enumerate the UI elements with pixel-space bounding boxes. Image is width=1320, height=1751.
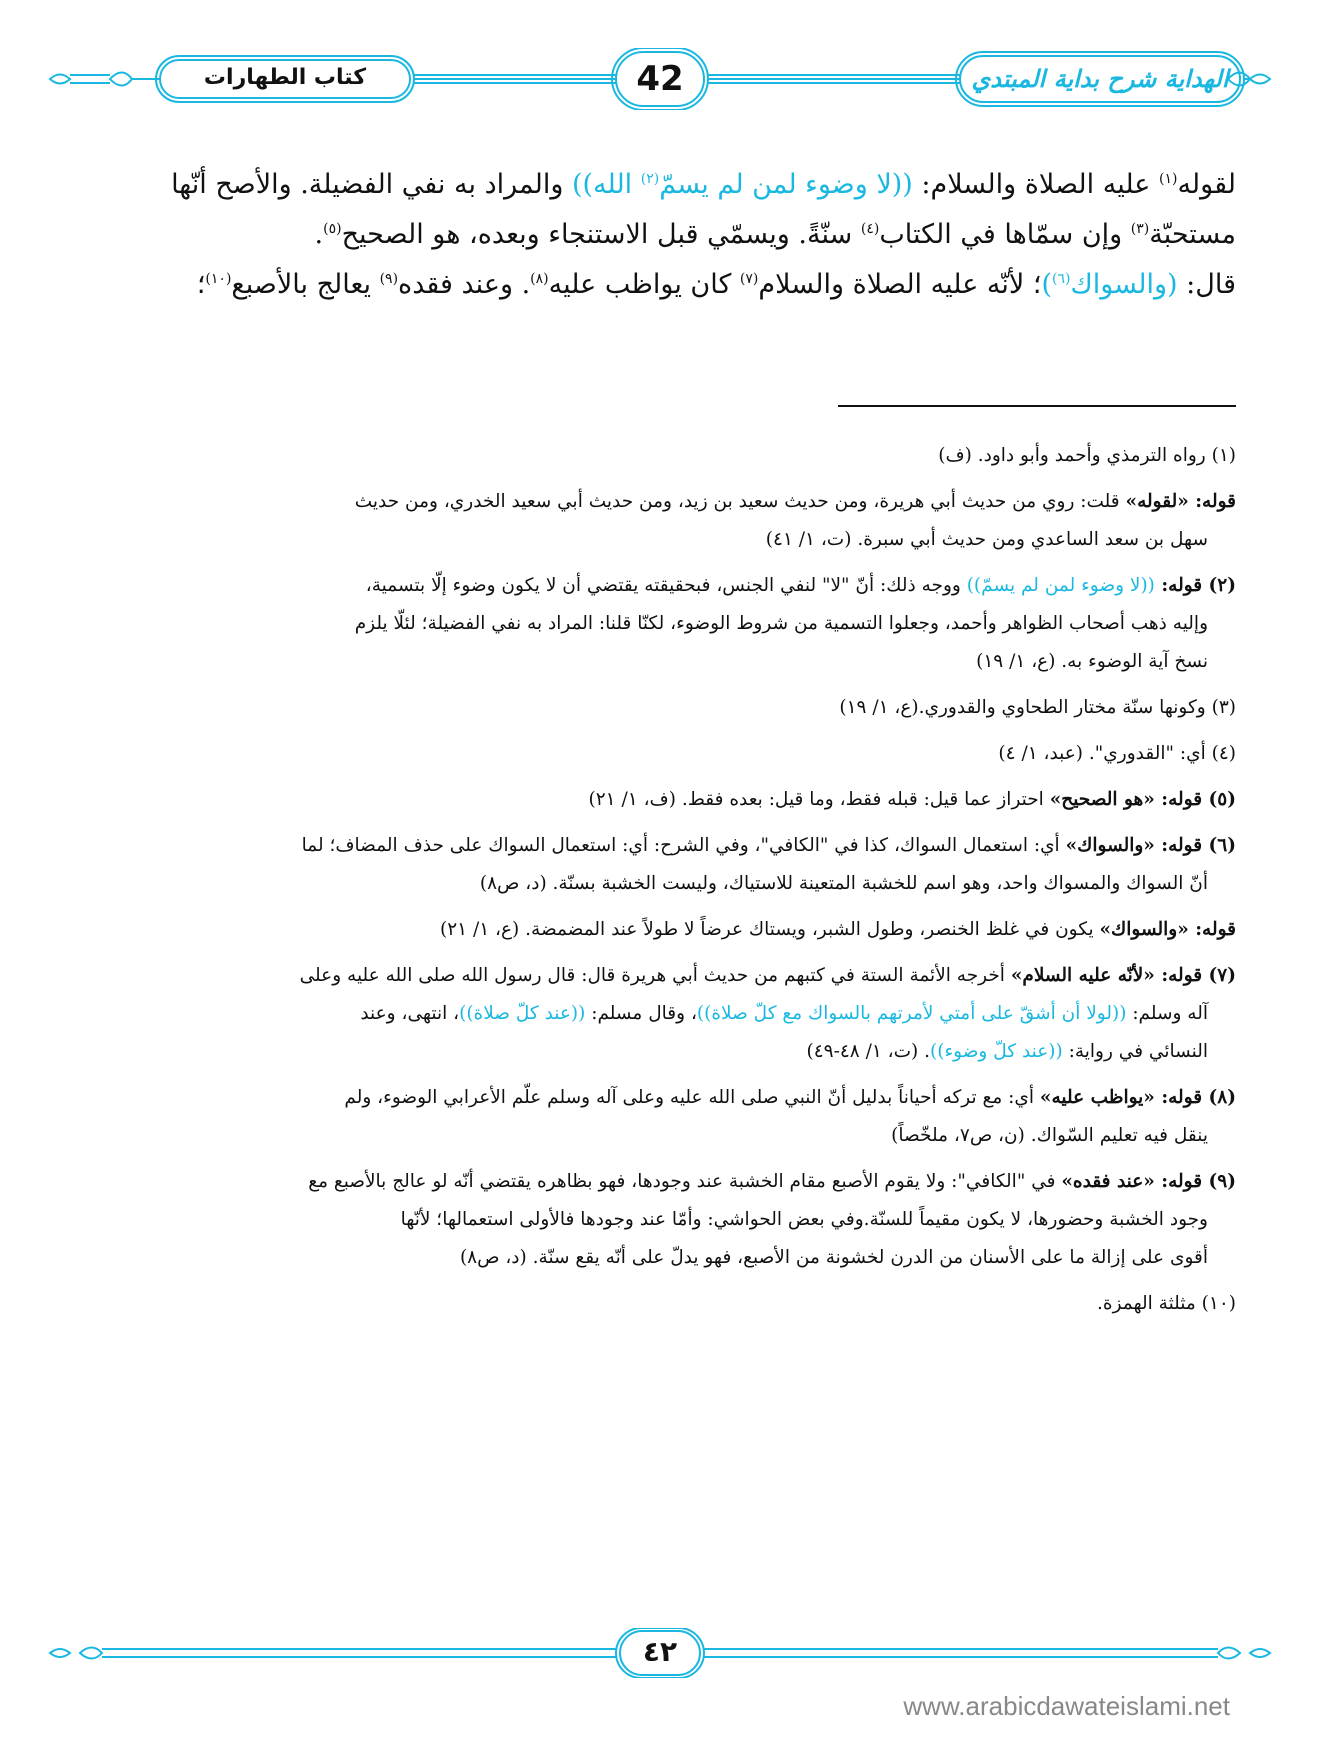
section-title: كتاب الطهارات [203,65,367,90]
text: عليه الصلاة والسلام: [912,169,1159,200]
text: (١) رواه الترمذي وأحمد وأبو داود. (ف) [938,445,1236,466]
footnotes [86,437,1236,1331]
text: أقوى على إزالة ما على الأسنان من الدرن لخشونة من الأصبع، فهو يدلّ على أنّه يقع سنّة. (د، ص٨) [459,1247,1208,1268]
header-page-number: 42 [636,59,684,99]
book-title: الهداية شرح بداية المبتدي [971,65,1229,93]
footer-page-number: ٤٢ [642,1635,678,1668]
footnote-4 [86,735,1236,773]
note-label: (٥) قوله: «هو الصحيح» [1049,789,1236,810]
footnote-7 [86,957,1236,1071]
hadith-quote: ((لولا أن أشقّ على أمتي لأمرتهم بالسواك مع كلّ صلاة)) [696,1003,1127,1024]
footnote-6b [86,911,1236,949]
text: . (ت، ١/ ٤٨-٤٩) [806,1041,931,1062]
text: أنّ السواك والمسواك واحد، وهو اسم للخشبة المتعينة للاستياك، وليست الخشبة بسنّة. (د، ص٨) [479,873,1208,894]
text: وإليه ذهب أصحاب الظواهر وأحمد، وجعلوا التسمية من شروط الوضوء، لكنّا قلنا: المراد به نفي الفضيلة؛ لئلّا يلزم [354,613,1208,634]
text: (٣) وكونها سنّة مختار الطحاوي والقدوري.(ع، ١/ ١٩) [839,697,1236,718]
text: ، وقال مسلم: [585,1003,697,1024]
note-label: قوله: «لقوله» [1125,491,1236,512]
text: ينقل فيه تعليم السّواك. (ن، ص٧، ملخّصاً) [891,1125,1208,1146]
text: (١٠) مثلثة الهمزة. [1097,1293,1236,1314]
note-label: (٦) قوله: «والسواك» [1065,835,1236,856]
text: كان يواظب عليه [548,269,740,300]
footnote-ref: (٤) [860,221,880,237]
footnote-ref: (١) [1158,171,1178,187]
text: ، انتهى، وعند [360,1003,460,1024]
footnote-9 [86,1163,1236,1277]
text: احتراز عما قيل: قبله فقط، وما قيل: بعده فقط. (ف، ١/ ٢١) [588,789,1050,810]
text: يعالج بالأصبع [231,269,380,300]
hadith-quote: الله)) [571,169,641,200]
main-line-1 [86,160,1236,210]
text: وجود الخشبة وحضورها، لا يكون مقيماً للسنّة.وفي بعض الحواشي: وأمّا عند وجودها فالأولى استعمالها؛ لأنّها [400,1209,1208,1230]
main-line-3 [86,260,1236,310]
main-text [86,160,1236,310]
footnote-ref: (١٠) [205,271,232,287]
text: . وعند فقده [398,269,531,300]
text: ووجه ذلك: أنّ "لا" لنفي الجنس، فبحقيقته يقتضي أن لا يكون وضوء إلّا بتسمية، [365,575,967,596]
text: (٤) أي: "القدوري". (عبد، ١/ ٤) [998,743,1236,764]
text: . [314,219,324,250]
text: قال: [1177,269,1236,300]
text: أخرجه الأئمة الستة في كتبهم من حديث أبي هريرة قال: قال رسول الله صلى الله عليه وعلى [299,965,1011,986]
hadith-quote: ((لا وضوء لمن لم يسمّ)) [966,575,1155,596]
text: ؛ [196,269,206,300]
main-line-2 [86,210,1236,260]
note-label: (٨) قوله: «يواظب عليه» [1039,1087,1236,1108]
page-footer [40,1628,1280,1678]
note-label: (٢) قوله: [1154,575,1236,596]
text: وإن سمّاها في الكتاب [879,219,1131,250]
footnote-10 [86,1285,1236,1323]
matn-quote: (والسواك [1070,269,1178,300]
text: النسائي في رواية: [1062,1041,1208,1062]
footnote-ref: (٨) [530,271,549,287]
footnote-2 [86,567,1236,681]
text: قلت: روي من حديث أبي هريرة، ومن حديث سعيد بن زيد، ومن حديث أبي سعيد الخدري، ومن حديث [354,491,1126,512]
website-link[interactable]: www.arabicdawateislami.net [903,1691,1230,1721]
text: مستحبّة [1149,219,1236,250]
matn-quote: ) [1041,269,1052,300]
text: نسخ آية الوضوء به. (ع، ١/ ١٩) [976,651,1208,672]
hadith-quote: ((عند كلّ وضوء)) [930,1041,1063,1062]
footnote-5 [86,781,1236,819]
footnote-8 [86,1079,1236,1155]
footnote-3 [86,689,1236,727]
text: يكون في غلظ الخنصر، وطول الشبر، ويستاك عرضاً لا طولاً عند المضمضة. (ع، ١/ ٢١) [440,919,1100,940]
footnote-ref: (٩) [379,271,399,287]
hadith-quote: ((عند كلّ صلاة)) [459,1003,586,1024]
footnote-ref: (٥) [323,221,342,237]
footnote-ref: (٢) [640,171,660,187]
note-label: قوله: «والسواك» [1099,919,1236,940]
footnote-1 [86,437,1236,475]
page-header [40,48,1280,110]
text: آله وسلم: [1126,1003,1208,1024]
footnote-6 [86,827,1236,903]
text: سهل بن سعد الساعدي ومن حديث أبي سبرة. (ت، ١/ ٤١) [765,529,1208,550]
footnote-ref: (٧) [739,271,759,287]
note-label: (٧) قوله: «لأنّه عليه السلام» [1010,965,1236,986]
text: والمراد به نفي الفضيلة. والأصح أنّها [171,169,572,200]
footnote-ref: (٦) [1052,271,1071,287]
footnote-ref: (٣) [1130,221,1150,237]
footnote-divider [838,405,1236,407]
text: ؛ لأنّه عليه الصلاة والسلام [758,269,1042,300]
note-label: (٩) قوله: «عند فقده» [1061,1171,1236,1192]
text: في "الكافي": ولا يقوم الأصبع مقام الخشبة عند وجودها، فهو بظاهره يقتضي أنّه لو عالج بالأصبع مع [308,1171,1062,1192]
footnote-1b [86,483,1236,559]
text: أي: استعمال السواك، كذا في "الكافي"، وفي الشرح: أي: استعمال السواك على حذف المضاف؛ لما [301,835,1066,856]
text: سنّةً. ويسمّي قبل الاستنجاء وبعده، هو الصحيح [341,219,861,250]
text: أي: مع تركه أحياناً بدليل أنّ النبي صلى الله عليه وعلى آله وسلم علّم الأعرابي الوضوء، ولم [344,1087,1040,1108]
text: لقوله [1177,169,1236,200]
hadith-quote: ((لا وضوء لمن لم يسمّ [659,169,913,200]
